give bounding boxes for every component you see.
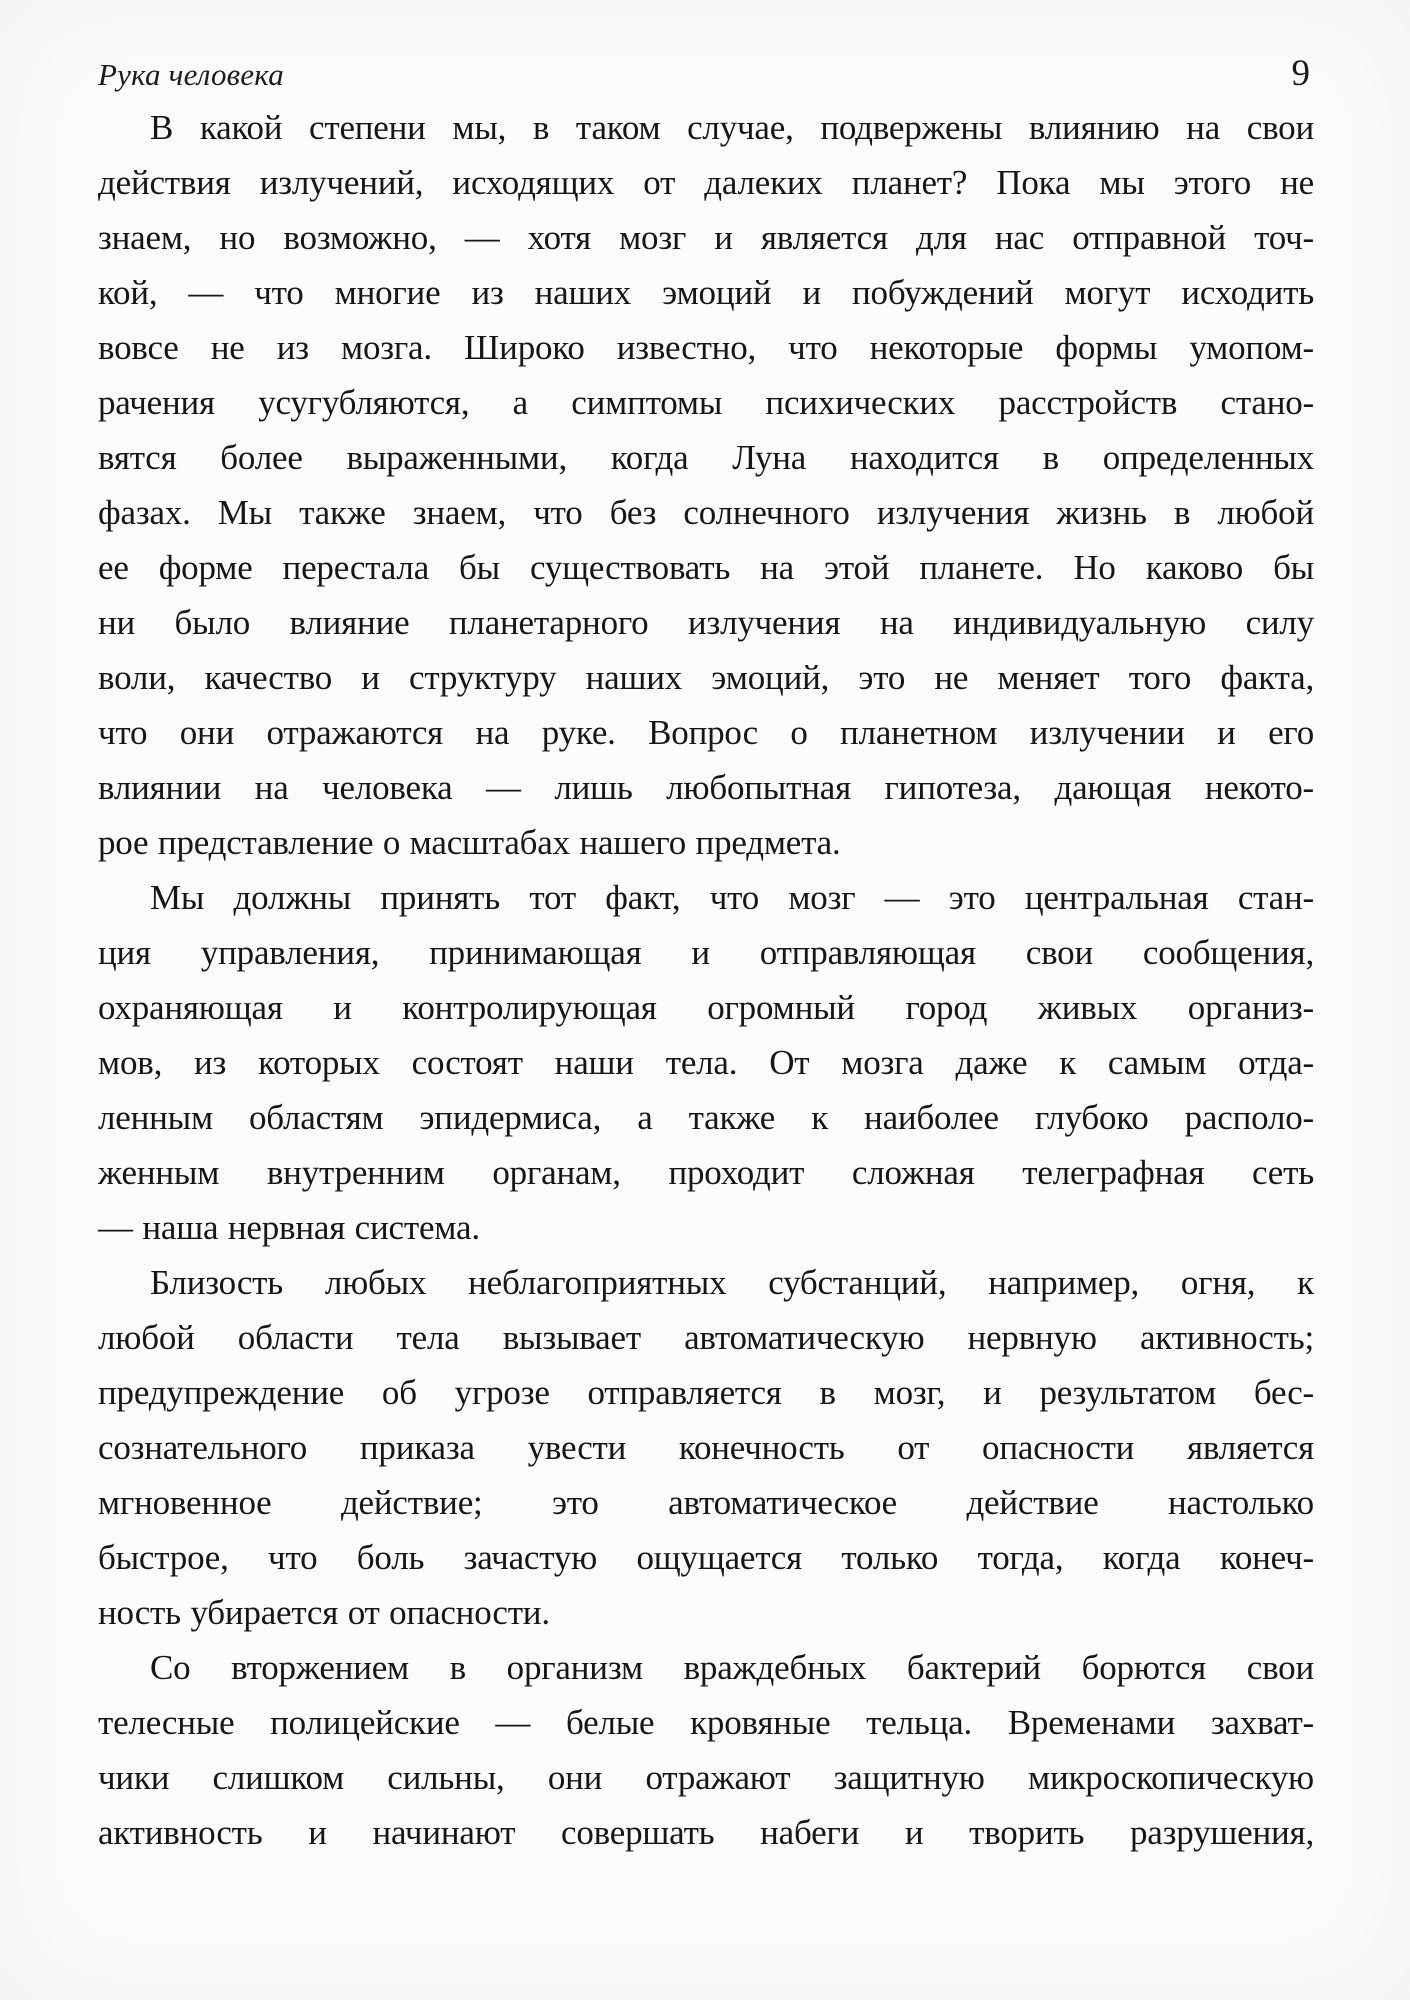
paragraph xyxy=(98,870,1314,1255)
text-line: женным внутренним органам, проходит сложная телеграфная сеть xyxy=(98,1153,1314,1192)
text-line: рачения усугубляются, а симптомы психических расстройств стано- xyxy=(98,383,1314,422)
text-line: ность убирается от опасности. xyxy=(98,1593,550,1632)
body-text xyxy=(98,100,1314,1860)
text-line: Со вторжением в организм враждебных бактерий борются свои xyxy=(150,1648,1314,1687)
text-line: Близость любых неблагоприятных субстанций, например, огня, к xyxy=(150,1263,1314,1302)
text-line: предупреждение об угрозе отправляется в мозг, и результатом бес- xyxy=(98,1373,1314,1412)
running-header xyxy=(98,52,1310,95)
text-line: действия излучений, исходящих от далеких планет? Пока мы этого не xyxy=(98,163,1314,202)
text-line: воли, качество и структуру наших эмоций, это не меняет того факта, xyxy=(98,658,1314,697)
paragraph xyxy=(98,1255,1314,1640)
text-line: телесные полицейские — белые кровяные тельца. Временами захват- xyxy=(98,1703,1314,1742)
text-line: Мы должны принять тот факт, что мозг — это центральная стан- xyxy=(150,878,1314,917)
text-line: ее форме перестала бы существовать на этой планете. Но каково бы xyxy=(98,548,1314,587)
paragraph xyxy=(98,1640,1314,1860)
text-line: влиянии на человека — лишь любопытная гипотеза, дающая некото- xyxy=(98,768,1314,807)
text-line: охраняющая и контролирующая огромный город живых организ- xyxy=(98,988,1314,1027)
text-line: В какой степени мы, в таком случае, подвержены влиянию на свои xyxy=(150,108,1314,147)
text-line: кой, — что многие из наших эмоций и побуждений могут исходить xyxy=(98,273,1314,312)
text-line: знаем, но возможно, — хотя мозг и является для нас отправной точ- xyxy=(98,218,1314,257)
text-line: чики слишком сильны, они отражают защитную микроскопическую xyxy=(98,1758,1314,1797)
text-line: — наша нервная система. xyxy=(98,1208,480,1247)
paragraph xyxy=(98,100,1314,870)
text-line: ленным областям эпидермиса, а также к наиболее глубоко располо- xyxy=(98,1098,1314,1137)
page-number: 9 xyxy=(1291,53,1310,94)
text-line: любой области тела вызывает автоматическую нервную активность; xyxy=(98,1318,1314,1357)
text-line: вовсе не из мозга. Широко известно, что некоторые формы умопом- xyxy=(98,328,1314,367)
text-line: фазах. Мы также знаем, что без солнечного излучения жизнь в любой xyxy=(98,493,1314,532)
text-line: сознательного приказа увести конечность от опасности является xyxy=(98,1428,1314,1467)
text-line: что они отражаются на руке. Вопрос о планетном излучении и его xyxy=(98,713,1314,752)
text-line: активность и начинают совершать набеги и творить разрушения, xyxy=(98,1813,1314,1852)
text-line: ни было влияние планетарного излучения на индивидуальную силу xyxy=(98,603,1314,642)
text-line: мов, из которых состоят наши тела. От мозга даже к самым отда- xyxy=(98,1043,1314,1082)
text-line: ция управления, принимающая и отправляющая свои сообщения, xyxy=(98,933,1314,972)
text-line: рое представление о масштабах нашего предмета. xyxy=(98,823,841,862)
text-line: быстрое, что боль зачастую ощущается только тогда, когда конеч- xyxy=(98,1538,1314,1577)
text-line: вятся более выраженными, когда Луна находится в определенных xyxy=(98,438,1314,477)
running-title: Рука человека xyxy=(98,57,284,92)
text-line: мгновенное действие; это автоматическое действие настолько xyxy=(98,1483,1314,1522)
